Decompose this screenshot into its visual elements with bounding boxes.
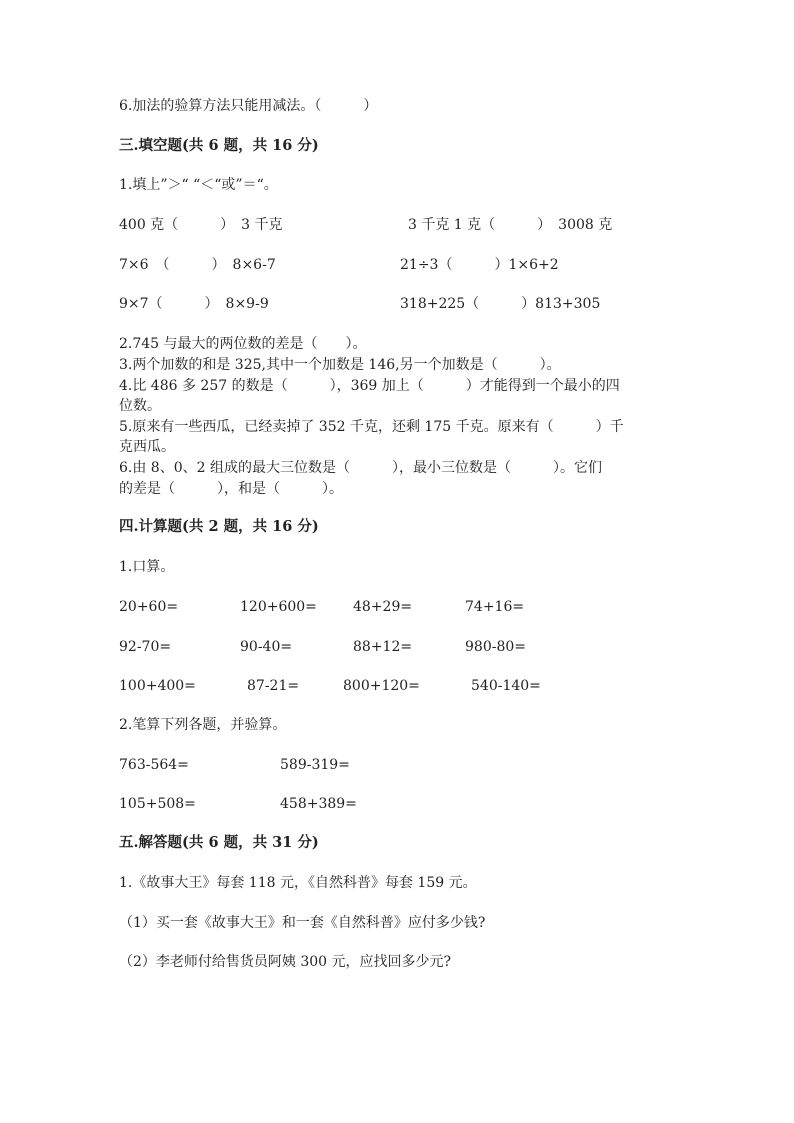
fill-question-1-title: 1.填上”＞“ “＜“或”＝“。 (119, 177, 278, 193)
word-problem-1-part-1: （1）买一套《故事大王》和一套《自然科普》应付多少钱? (119, 915, 486, 931)
written-calc-item: 763-564= (119, 757, 189, 773)
compare-row-1-left: 400 克（ ） 3 千克 (119, 217, 283, 233)
mental-math-item: 540-140= (471, 678, 541, 694)
fill-question-6-line-1: 6.由 8、0、2 组成的最大三位数是（ ），最小三位数是（ ）。它们 (119, 460, 602, 476)
mental-math-item: 800+120= (343, 678, 420, 694)
compare-row-2-left: 7×6 （ ） 8×6-7 (119, 257, 276, 273)
fill-question-6-line-2: 的差是（ ），和是（ ）。 (119, 481, 343, 497)
mental-math-item: 48+29= (353, 599, 413, 615)
compare-row-3-left: 9×7（ ） 8×9-9 (119, 296, 269, 312)
mental-math-item: 92-70= (119, 639, 172, 655)
written-calc-item: 589-319= (280, 757, 350, 773)
word-problem-1-part-2: （2）李老师付给售货员阿姨 300 元，应找回多少元? (119, 954, 452, 970)
calc-question-2-title: 2.笔算下列各题，并验算。 (119, 717, 287, 733)
mental-math-item: 74+16= (465, 599, 525, 615)
written-calc-item: 105+508= (119, 796, 196, 812)
word-problem-1: 1.《故事大王》每套 118 元，《自然科普》每套 159 元。 (119, 875, 477, 891)
mental-math-item: 20+60= (119, 599, 179, 615)
fill-question-4-line-1: 4.比 486 多 257 的数是（ ），369 加上（ ）才能得到一个最小的四 (119, 378, 620, 394)
compare-row-2-right: 21÷3（ ）1×6+2 (400, 257, 559, 273)
compare-row-3-right: 318+225（ ）813+305 (400, 296, 601, 312)
section-4-heading: 四.计算题(共 2 题，共 16 分) (119, 518, 319, 535)
mental-math-item: 88+12= (353, 639, 413, 655)
mental-math-item: 90-40= (240, 639, 293, 655)
fill-question-4-line-2: 位数。 (119, 398, 161, 414)
mental-math-item: 87-21= (247, 678, 300, 694)
compare-row-1-right: 3 千克 1 克（ ） 3008 克 (408, 217, 613, 233)
section-5-heading: 五.解答题(共 6 题，共 31 分) (119, 834, 319, 851)
written-calc-item: 458+389= (280, 796, 357, 812)
fill-question-2: 2.745 与最大的两位数的差是（ ）。 (119, 336, 367, 352)
mental-math-item: 120+600= (240, 599, 317, 615)
fill-question-3: 3.两个加数的和是 325,其中一个加数是 146,另一个加数是（ ）。 (119, 357, 561, 373)
calc-question-1-title: 1.口算。 (119, 559, 175, 575)
true-false-question-6: 6.加法的验算方法只能用减法。（ ） (119, 98, 378, 114)
mental-math-item: 100+400= (119, 678, 196, 694)
section-3-heading: 三.填空题(共 6 题，共 16 分) (119, 137, 319, 154)
mental-math-item: 980-80= (465, 639, 526, 655)
fill-question-5-line-2: 克西瓜。 (119, 439, 175, 455)
fill-question-5-line-1: 5.原来有一些西瓜，已经卖掉了 352 千克，还剩 175 千克。原来有（ ）千 (119, 419, 624, 435)
